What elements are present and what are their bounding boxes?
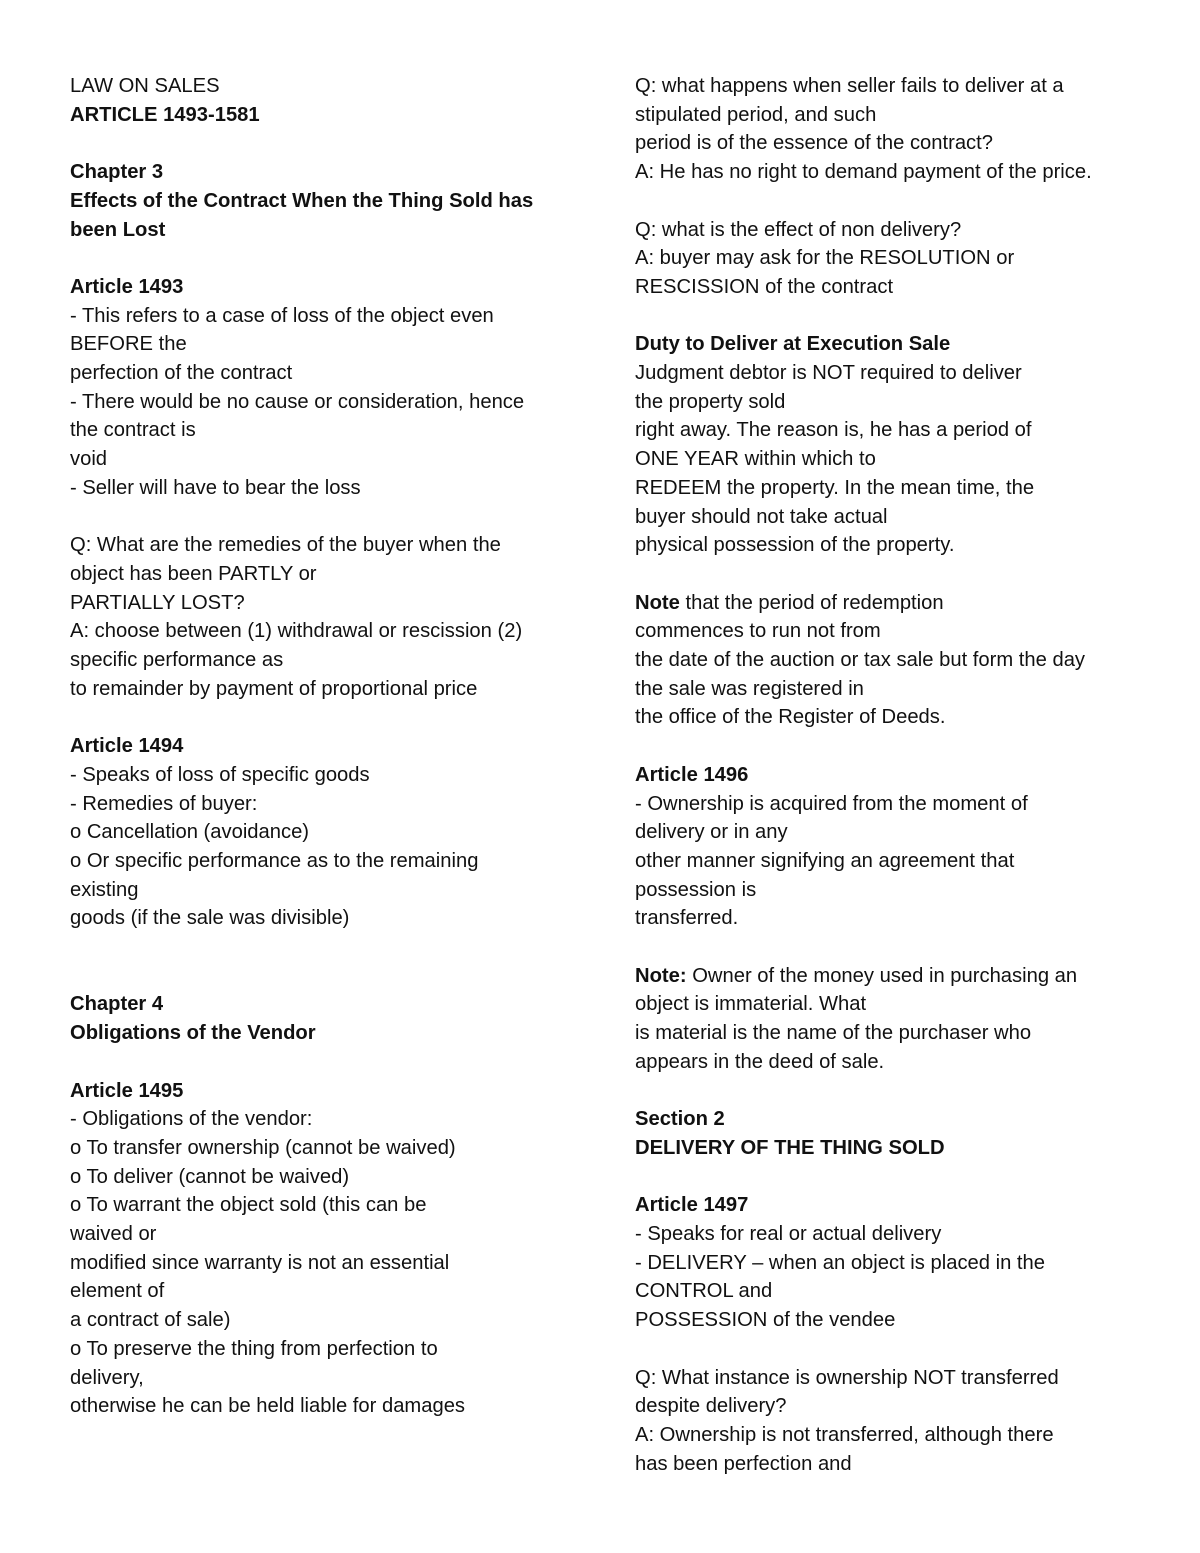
text-line: - Speaks for real or actual delivery bbox=[635, 1223, 942, 1246]
text-line: is material is the name of the purchaser who bbox=[635, 1022, 1032, 1045]
text-line: buyer should not take actual bbox=[635, 505, 888, 528]
text-line: Article 1494 bbox=[70, 735, 184, 758]
text-line: - Seller will have to bear the loss bbox=[70, 476, 361, 499]
text-line: LAW ON SALES bbox=[70, 75, 220, 97]
blank-line bbox=[635, 1335, 1135, 1364]
text-line: to remainder by payment of proportional price bbox=[70, 677, 478, 700]
text-line: o To warrant the object sold (this can be bbox=[70, 1194, 427, 1217]
text-line: Obligations of the Vendor bbox=[70, 1022, 316, 1045]
text-line: Note: Owner of the money used in purchasing an bbox=[635, 964, 1078, 987]
blank-line bbox=[635, 933, 1135, 962]
blank-line bbox=[635, 1163, 1135, 1192]
text-line: A: He has no right to demand payment of the price. bbox=[635, 161, 1092, 184]
text-line: DELIVERY OF THE THING SOLD bbox=[635, 1136, 945, 1159]
text-line: BEFORE the bbox=[70, 333, 187, 356]
blank-line bbox=[70, 1048, 570, 1077]
text-line: commences to run not from bbox=[635, 620, 881, 643]
blank-line bbox=[70, 244, 570, 273]
blank-line bbox=[635, 560, 1135, 589]
text-line: Q: what happens when seller fails to deliver at a bbox=[635, 75, 1064, 97]
text-line: Judgment debtor is NOT required to deliver bbox=[635, 362, 1022, 384]
text-line: object is immaterial. What bbox=[635, 993, 867, 1016]
text-line: right away. The reason is, he has a period of bbox=[635, 419, 1032, 442]
text-line: modified since warranty is not an essential bbox=[70, 1251, 450, 1274]
text-line: transferred. bbox=[635, 907, 739, 930]
text-line: the contract is bbox=[70, 419, 196, 442]
text-line: Article 1496 bbox=[635, 763, 749, 786]
note-label: Note: bbox=[635, 964, 687, 987]
blank-line bbox=[635, 187, 1135, 216]
text-line: A: Ownership is not transferred, although there bbox=[635, 1423, 1054, 1446]
text-line: Chapter 3 bbox=[70, 161, 164, 184]
text-line: Note that the period of redemption bbox=[635, 591, 944, 614]
text-line: has been perfection and bbox=[635, 1452, 852, 1475]
text-line: - Obligations of the vendor: bbox=[70, 1108, 313, 1131]
text-line: ARTICLE 1493-1581 bbox=[70, 103, 260, 126]
text-line: period is of the essence of the contract? bbox=[635, 132, 993, 155]
text-line: Effects of the Contract When the Thing Sold has bbox=[70, 189, 534, 212]
text-line: - There would be no cause or consideration, hence bbox=[70, 390, 525, 413]
text-line: o To deliver (cannot be waived) bbox=[70, 1165, 350, 1188]
text-line: specific performance as bbox=[70, 649, 284, 672]
text-line: appears in the deed of sale. bbox=[635, 1050, 885, 1073]
text-line: the property sold bbox=[635, 390, 786, 413]
text-line: the sale was registered in bbox=[635, 677, 864, 700]
blank-line bbox=[70, 703, 570, 732]
blank-line bbox=[635, 1077, 1135, 1106]
text-line: element of bbox=[70, 1280, 165, 1303]
text-line: other manner signifying an agreement that bbox=[635, 849, 1015, 872]
text-line: despite delivery? bbox=[635, 1395, 787, 1418]
text-line: o Or specific performance as to the remaining bbox=[70, 849, 479, 872]
text-line: been Lost bbox=[70, 218, 166, 241]
text-line: RESCISSION of the contract bbox=[635, 275, 894, 298]
text-line: delivery or in any bbox=[635, 821, 788, 844]
text-line: physical possession of the property. bbox=[635, 534, 955, 557]
text-line: Chapter 4 bbox=[70, 993, 164, 1016]
blank-line bbox=[70, 933, 570, 962]
text-line: Section 2 bbox=[635, 1108, 725, 1131]
blank-line bbox=[70, 129, 570, 158]
text-line: Article 1493 bbox=[70, 275, 184, 298]
text-line: Q: What are the remedies of the buyer when the bbox=[70, 534, 501, 557]
text-line: Duty to Deliver at Execution Sale bbox=[635, 333, 951, 356]
blank-line bbox=[70, 962, 570, 991]
left-column bbox=[70, 72, 570, 1421]
text-line: object has been PARTLY or bbox=[70, 562, 317, 585]
text-line: stipulated period, and such bbox=[635, 103, 877, 126]
text-line: o To transfer ownership (cannot be waived) bbox=[70, 1136, 456, 1159]
blank-line bbox=[70, 503, 570, 532]
text-line: CONTROL and bbox=[635, 1280, 773, 1303]
text-line: PARTIALLY LOST? bbox=[70, 591, 245, 614]
text-line: - Speaks of loss of specific goods bbox=[70, 763, 370, 786]
text-line: goods (if the sale was divisible) bbox=[70, 907, 350, 930]
text-line: perfection of the contract bbox=[70, 362, 293, 384]
text-line: waived or bbox=[70, 1223, 157, 1246]
text-line: existing bbox=[70, 878, 139, 901]
text-line: Article 1497 bbox=[635, 1194, 749, 1217]
text-line: - DELIVERY – when an object is placed in the bbox=[635, 1251, 1045, 1274]
text-line: the date of the auction or tax sale but form the day bbox=[635, 649, 1086, 672]
text-line: a contract of sale) bbox=[70, 1309, 231, 1332]
blank-line bbox=[635, 732, 1135, 761]
text-line: possession is bbox=[635, 878, 757, 901]
text-line: Q: what is the effect of non delivery? bbox=[635, 218, 962, 241]
text-line: REDEEM the property. In the mean time, the bbox=[635, 476, 1035, 499]
note-label: Note bbox=[635, 591, 680, 614]
text-line: void bbox=[70, 448, 108, 471]
right-column bbox=[635, 72, 1135, 1478]
text-line: - Ownership is acquired from the moment of bbox=[635, 792, 1028, 815]
text-line: A: buyer may ask for the RESOLUTION or bbox=[635, 247, 1015, 270]
text-line: POSSESSION of the vendee bbox=[635, 1309, 896, 1332]
text-line: delivery, bbox=[70, 1366, 144, 1389]
text-line: Q: What instance is ownership NOT transferred bbox=[635, 1366, 1059, 1389]
text-line: Article 1495 bbox=[70, 1079, 184, 1102]
blank-line bbox=[635, 302, 1135, 331]
text-line: - This refers to a case of loss of the object even bbox=[70, 304, 494, 327]
text-line: otherwise he can be held liable for damages bbox=[70, 1395, 466, 1418]
text-line: o Cancellation (avoidance) bbox=[70, 821, 310, 844]
text-line: o To preserve the thing from perfection to bbox=[70, 1337, 438, 1360]
text-line: ONE YEAR within which to bbox=[635, 448, 876, 471]
text-line: A: choose between (1) withdrawal or rescission (2) bbox=[70, 620, 523, 643]
text-line: - Remedies of buyer: bbox=[70, 792, 258, 815]
text-line: the office of the Register of Deeds. bbox=[635, 706, 946, 729]
